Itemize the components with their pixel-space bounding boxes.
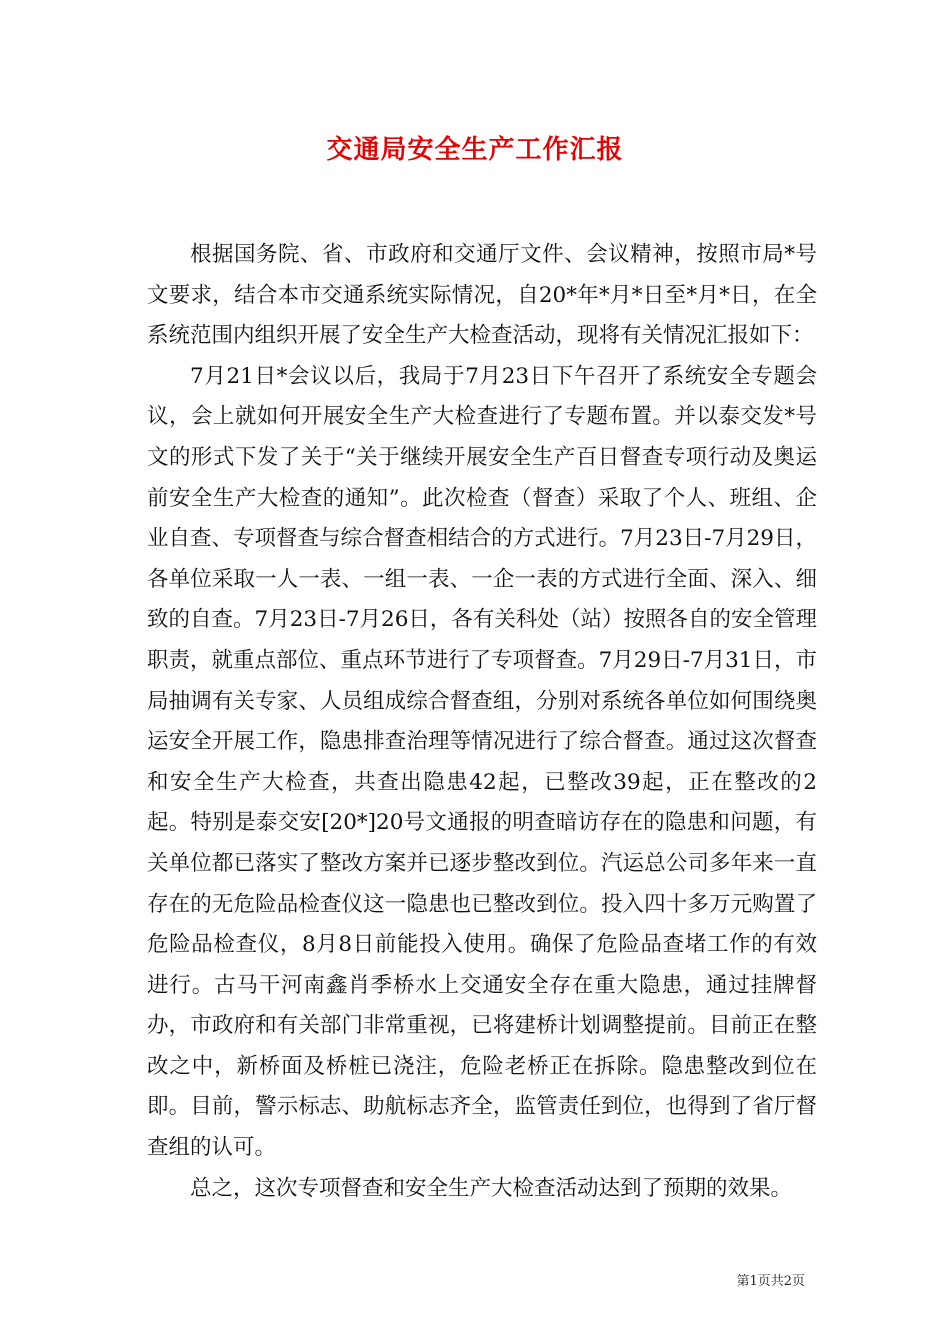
page-number: 第1页共2页 — [736, 1274, 805, 1289]
paragraph-intro: 根据国务院、省、市政府和交通厅文件、会议精神，按照市局*号文要求，结合本市交通系统实际情况，自20*年*月*日至*月*日，在全系统范围内组织开展了安全生产大检查活动，现将有关情况汇报如下： — [147, 242, 817, 349]
page-title: 交通局安全生产工作汇报 — [326, 135, 624, 165]
document-body — [147, 235, 817, 1209]
paragraph-main: 7月21日*会议以后，我局于7月23日下午召开了系统安全专题会议，会上就如何开展安全生产大检查进行了专题布置。并以泰交发*号文的形式下发了关于“关于继续开展安全生产百日督查专项行动及奥运前安全生产大检查的通知”。此次检查（督查）采取了个人、班组、企业自查、专项督查与综合督查相结合的方式进行。7月23日-7月29日，各单位采取一人一表、一组一表、一企一表的方式进行全面、深入、细致的自查。7月23日-7月26日，各有关科处（站）按照各自的安全管理职责，就重点部位、重点环节进行了专项督查。7月29日-7月31日，市局抽调有关专家、人员组成综合督查组，分别对系统各单位如何围绕奥运安全开展工作，隐患排查治理等情况进行了综合督查。通过这次督查和安全生产大检查，共查出隐患42起，已整改39起，正在整改的2起。特别是泰交安[20*]20号文通报的明查暗访存在的隐患和问题，有关单位都已落实了整改方案并已逐步整改到位。汽运总公司多年来一直存在的无危险品检查仪这一隐患也已整改到位。投入四十多万元购置了危险品检查仪，8月8日前能投入使用。确保了危险品查堵工作的有效进行。古马干河南鑫肖季桥水上交通安全存在重大隐患，通过挂牌督办，市政府和有关部门非常重视，已将建桥计划调整提前。目前正在整改之中，新桥面及桥桩已浇注，危险老桥正在拆除。隐患整改到位在即。目前，警示标志、助航标志齐全，监管责任到位，也得到了省厅督查组的认可。 — [147, 363, 817, 1161]
paragraph-conclusion: 总之，这次专项督查和安全生产大检查活动达到了预期的效果。 — [190, 1175, 793, 1201]
